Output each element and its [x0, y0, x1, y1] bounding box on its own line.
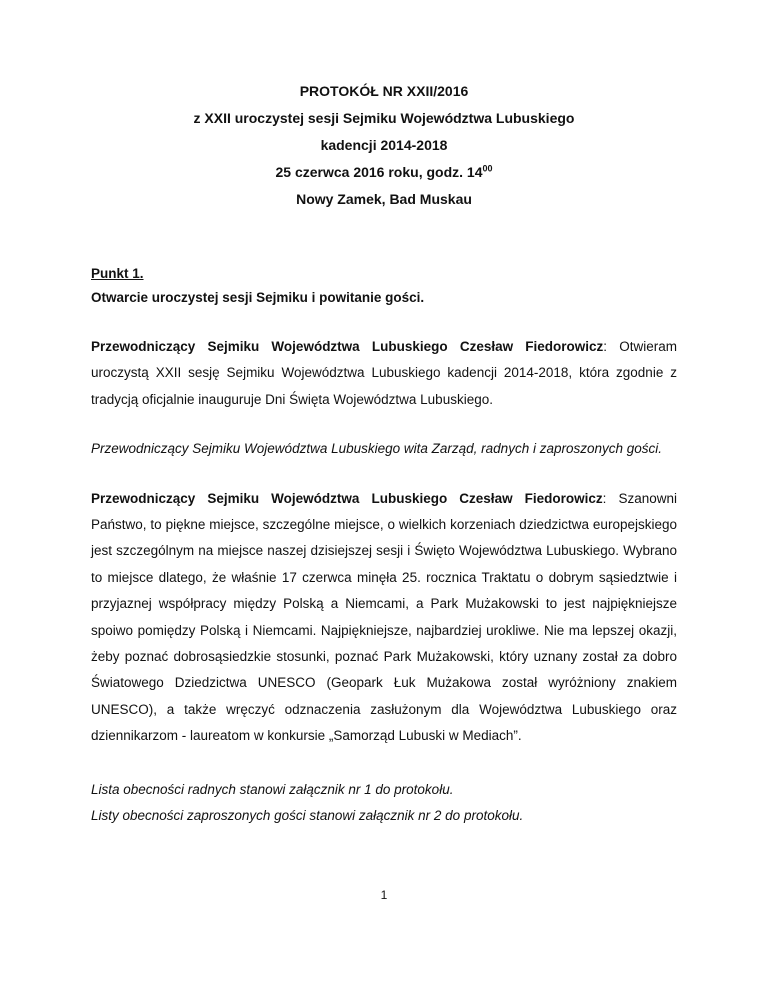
attendance-note-councillors: Lista obecności radnych stanowi załącznik nr 1 do protokołu. [91, 781, 454, 797]
document-title: PROTOKÓŁ NR XXII/2016 [299, 83, 469, 99]
session-subtitle: z XXII uroczystej sesji Sejmiku Województwa Lubuskiego [193, 110, 575, 126]
paragraph-greeting-note: Przewodniczący Sejmiku Województwa Lubuskiego wita Zarząd, radnych i zaproszonych gości. [91, 441, 663, 457]
date-text: 25 czerwca 2016 roku, godz. 14 [275, 164, 483, 180]
speaker-name: Przewodniczący Sejmiku Województwa Lubuskiego Czesław Fiedorowicz [91, 490, 603, 506]
time-superscript: 00 [482, 163, 493, 174]
section-heading: Otwarcie uroczystej sesji Sejmiku i powitanie gości. [91, 290, 425, 305]
paragraph-text: : Szanowni Państwo, to piękne miejsce, szczególne miejsce, o wielkich korzeniach dziedzictwa europejskiego jest szczególnym na miejsce naszej dzisiejszej sesji i Święto Województwa Lubuskiego. Wybrano to miejsce dlatego, że właśnie 17 czerwca minęła 25. rocznica Traktatu o dobrym sąsiedztwie i przyjaznej współpracy między Polską a Niemcami, a Park Mużakowski to jest najpiękniejsze spoiwo pomiędzy Polską i Niemcami. Najpiękniejsze, najbardziej urokliwe. Nie ma lepszej okazji, żeby poznać dobrosąsiedzkie stosunki, poznać Park Mużakowski, który uznany został za dobro Światowego Dziedzictwa UNESCO (Geopark Łuk Mużakowa został wyróżniony znakiem UNESCO), a także wręczyć odznaczenia zasłużonym dla Województwa Lubuskiego oraz dziennikarzom - laureatom w konkursie „Samorząd Lubuski w Mediach”. [91, 490, 677, 744]
section-label: Punkt 1. [91, 266, 144, 281]
term-line: kadencji 2014-2018 [320, 137, 448, 153]
document-header [0, 78, 768, 213]
place-line: Nowy Zamek, Bad Muskau [296, 191, 472, 207]
page-number: 1 [380, 888, 388, 902]
attendance-note-guests: Listy obecności zaproszonych gości stanowi załącznik nr 2 do protokołu. [91, 808, 524, 824]
paragraph-opening [91, 334, 677, 413]
date-line [0, 159, 768, 186]
document-body [91, 262, 677, 830]
speaker-name: Przewodniczący Sejmiku Województwa Lubuskiego Czesław Fiedorowicz [91, 339, 604, 354]
paragraph-text: : Otwieram uroczystą XXII sesję Sejmiku Województwa Lubuskiego kadencji 2014-2018, która zgodnie z tradycją oficjalnie inauguruje Dni Święta Województwa Lubuskiego. [91, 339, 677, 407]
paragraph-speech [91, 486, 677, 750]
